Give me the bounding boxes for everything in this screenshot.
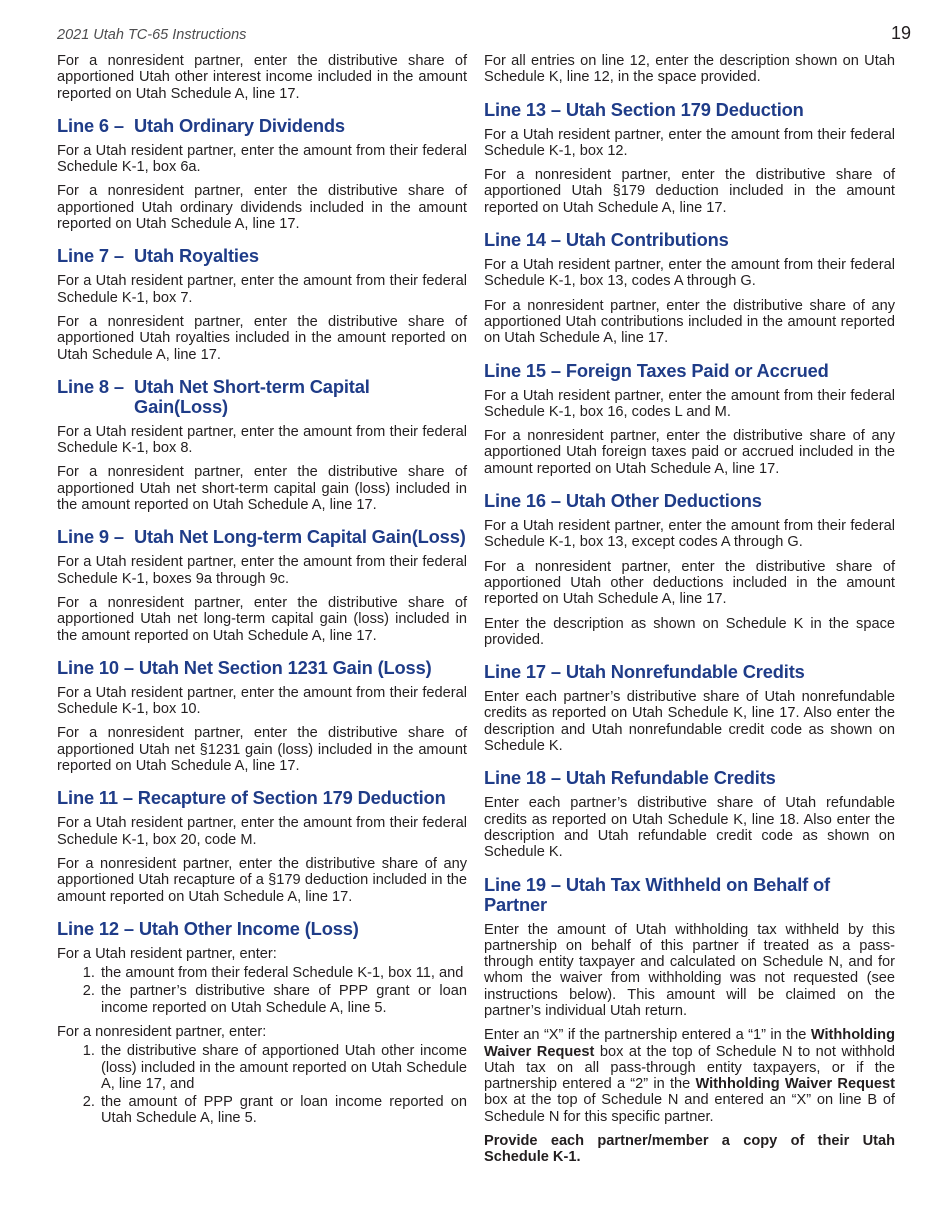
line12-nonresident-list: [57, 1043, 467, 1126]
line19-waiver-text: [484, 1027, 895, 1125]
line6-resident-text: For a Utah resident partner, enter the amount from their federal Schedule K-1, box 6a.: [57, 142, 467, 176]
line9-title: Utah Net Long-term Capital Gain(Loss): [134, 526, 466, 548]
line19-waiver-text-c: box at the top of Schedule N to not withhold Utah tax on all pass-through entity taxpayers, or if the partnership entered a “2” in the: [484, 1043, 895, 1093]
provide-copy-bold: Provide each partner/member a copy of their Utah Schedule K-1.: [484, 1133, 895, 1166]
line16-nonresident-text: For a nonresident partner, enter the distributive share of apportioned Utah other deductions included in the amount reported on Utah Schedule A, line 17.: [484, 558, 895, 608]
line6-number: Line 6 –: [57, 114, 124, 136]
line8-title: Utah Net Short-term Capital Gain(Loss): [134, 375, 370, 417]
line19-provide-copy-note: [484, 1133, 895, 1166]
intro-paragraph: For a nonresident partner, enter the distributive share of apportioned Utah other interest income included in the amount reported on Utah Schedule A, line 17.: [57, 53, 467, 102]
withholding-waiver-term-1: Withholding Waiver Request: [484, 1027, 895, 1060]
line15-resident-text: For a Utah resident partner, enter the amount from their federal Schedule K-1, box 16, codes L and M.: [484, 387, 895, 420]
line12-resident-list: [57, 965, 467, 1016]
line7-number: Line 7 –: [57, 245, 124, 267]
line14-resident-text: For a Utah resident partner, enter the amount from their federal Schedule K-1, box 13, codes A through G.: [484, 257, 895, 290]
line18-text: Enter each partner’s distributive share of Utah refundable credits as reported on Utah Schedule K, line 18. Also enter the description and Utah refundable credit code as shown on Schedule K.: [484, 795, 895, 861]
line12-heading: Line 12 – Utah Other Income (Loss): [57, 917, 359, 939]
line9-nonresident-text: For a nonresident partner, enter the distributive share of apportioned Utah net long-term capital gain (loss) included in the amount reported on Utah Schedule A, line 17.: [57, 594, 467, 644]
list-item: 1. the amount from their federal Schedule K-1, box 11, and: [99, 965, 467, 981]
list-item: 2. the partner’s distributive share of PPP grant or loan income reported on Utah Schedule A, line 5.: [99, 983, 467, 1016]
line16-description-note: Enter the description as shown on Schedule K in the space provided.: [484, 615, 895, 648]
line6-heading: [57, 116, 467, 136]
line13-nonresident-text: For a nonresident partner, enter the distributive share of apportioned Utah §179 deduction included in the amount reported on Utah Schedule A, line 17.: [484, 167, 895, 216]
left-column: [57, 53, 467, 1135]
line10-heading: Line 10 – Utah Net Section 1231 Gain (Loss): [57, 656, 432, 678]
line8-nonresident-text: For a nonresident partner, enter the distributive share of apportioned Utah net short-term capital gain (loss) included in the amount reported on Utah Schedule A, line 17.: [57, 464, 467, 514]
line16-resident-text: For a Utah resident partner, enter the amount from their federal Schedule K-1, box 13, except codes A through G.: [484, 518, 895, 551]
line7-nonresident-text: For a nonresident partner, enter the distributive share of apportioned Utah royalties included in the amount reported on Utah Schedule A, line 17.: [57, 313, 467, 363]
line8-number: Line 8 –: [57, 375, 124, 397]
line9-heading: [57, 527, 467, 547]
line13-heading: Line 13 – Utah Section 179 Deduction: [484, 98, 804, 120]
line10-resident-text: For a Utah resident partner, enter the amount from their federal Schedule K-1, box 10.: [57, 684, 467, 718]
line16-heading: Line 16 – Utah Other Deductions: [484, 490, 762, 512]
line7-heading: [57, 246, 467, 266]
line6-nonresident-text: For a nonresident partner, enter the distributive share of apportioned Utah ordinary dividends included in the amount reported on Utah Schedule A, line 17.: [57, 183, 467, 233]
line10-nonresident-text: For a nonresident partner, enter the distributive share of apportioned Utah net §1231 gain (loss) included in the amount reported on Utah Schedule A, line 17.: [57, 725, 467, 775]
withholding-waiver-term-2: Withholding Waiver Request: [695, 1076, 895, 1093]
line15-heading: Line 15 – Foreign Taxes Paid or Accrued: [484, 359, 829, 381]
line12-nonresident-lead: For a nonresident partner, enter:: [57, 1023, 267, 1040]
line11-resident-text: For a Utah resident partner, enter the amount from their federal Schedule K-1, box 20, code M.: [57, 815, 467, 848]
line8-heading: [57, 377, 467, 417]
line7-title: Utah Royalties: [134, 245, 259, 267]
line12-resident-lead: For a Utah resident partner, enter:: [57, 945, 277, 962]
line7-resident-text: For a Utah resident partner, enter the amount from their federal Schedule K-1, box 7.: [57, 273, 467, 306]
line19-text: Enter the amount of Utah withholding tax withheld by this partnership on behalf of this partner if treated as a pass-through entity taxpayer and calculated on Schedule N, and for whom the waiver from withholding was not requested (see instructions below). This amount will be claimed on the partner’s individual Utah return.: [484, 921, 895, 1019]
list-item: 1. the distributive share of apportioned Utah other income (loss) included in the amount reported on Utah Schedule A, line 17, and: [99, 1043, 467, 1092]
line14-nonresident-text: For a nonresident partner, enter the distributive share of any apportioned Utah contributions included in the amount reported on Utah Schedule A, line 17.: [484, 297, 895, 347]
line11-heading: Line 11 – Recapture of Section 179 Deduction: [57, 787, 446, 809]
line9-number: Line 9 –: [57, 526, 124, 548]
list-item: 2. the amount of PPP grant or loan income reported on Utah Schedule A, line 5.: [99, 1094, 467, 1127]
page-header-title: 2021 Utah TC-65 Instructions: [57, 27, 247, 43]
line19-heading: Line 19 – Utah Tax Withheld on Behalf of Partner: [484, 873, 830, 915]
line8-resident-text: For a Utah resident partner, enter the amount from their federal Schedule K-1, box 8.: [57, 423, 467, 457]
line18-heading: Line 18 – Utah Refundable Credits: [484, 767, 776, 789]
page-number: 19: [890, 23, 911, 43]
line14-heading: Line 14 – Utah Contributions: [484, 229, 729, 251]
line9-resident-text: For a Utah resident partner, enter the amount from their federal Schedule K-1, boxes 9a through 9c.: [57, 554, 467, 587]
line13-resident-text: For a Utah resident partner, enter the amount from their federal Schedule K-1, box 12.: [484, 126, 895, 159]
line15-nonresident-text: For a nonresident partner, enter the distributive share of any apportioned Utah foreign taxes paid or accrued included in the amount reported on Utah Schedule A, line 17.: [484, 428, 895, 477]
right-column: [484, 53, 895, 1174]
line6-title: Utah Ordinary Dividends: [134, 114, 345, 136]
line17-text: Enter each partner’s distributive share of Utah nonrefundable credits as reported on Utah Schedule K, line 17. Also enter the description and Utah nonrefundable credit code as shown on Schedule K.: [484, 689, 895, 755]
line19-waiver-text-a: Enter an “X” if the partnership entered a “1” in the: [484, 1027, 811, 1044]
line17-heading: Line 17 – Utah Nonrefundable Credits: [484, 661, 805, 683]
line19-waiver-text-d: box at the top of Schedule N and entered an “X” on line B of Schedule N for this specific partner.: [484, 1092, 895, 1125]
line12-description-note: For all entries on line 12, enter the description shown on Utah Schedule K, line 12, in the space provided.: [484, 53, 895, 86]
line11-nonresident-text: For a nonresident partner, enter the distributive share of any apportioned Utah recapture of a §179 deduction included in the amount reported on Utah Schedule A, line 17.: [57, 855, 467, 905]
